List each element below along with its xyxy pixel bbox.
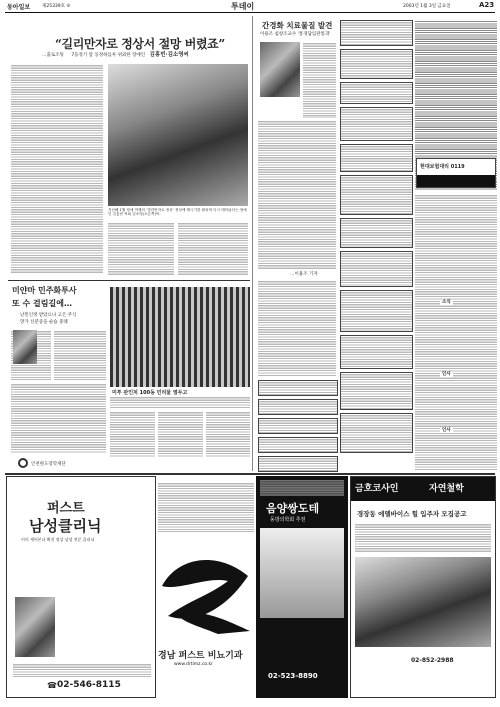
paper-name: 동아일보 xyxy=(7,4,31,11)
col-divider-1 xyxy=(252,16,253,471)
brush-banner: 경남 퍼스트 비뇨기과 xyxy=(158,651,243,661)
second-story-subhead: 또 수 걸림길에… xyxy=(12,299,72,308)
foundation-logo xyxy=(18,458,88,470)
second-story-deck-2: 망가 신분증을 순습 중례 xyxy=(20,320,68,325)
second-story-body-c xyxy=(11,383,106,453)
rally-caption-body xyxy=(110,396,250,408)
right-label-3: 인사 xyxy=(442,428,451,433)
rally-photo xyxy=(110,287,250,387)
rally-body-3 xyxy=(206,411,250,457)
foundation-icon xyxy=(18,458,28,468)
realestate-brand-2: 자연철학 xyxy=(429,484,464,494)
bulletin-item xyxy=(340,20,413,46)
issue-date: 2003년 1월 3일 금요일 xyxy=(403,4,451,9)
notice-list-left xyxy=(258,380,338,475)
brush-stroke xyxy=(158,546,254,636)
bulletin-item xyxy=(340,413,413,453)
main-story-photo-caption: 지난해 1월 장애 여행의 ‘경리만자로 정상’ 정상에 태극기를 펼치며 다시 태어났다는 장애인 김홍빈 씨와 김소영(오른쪽)씨. xyxy=(108,208,247,216)
rally-photo-caption: 미투 판인처 100동 민리물 열두고 xyxy=(112,390,188,396)
notice-item xyxy=(258,399,338,415)
byline-left: …출로조팅 xyxy=(42,53,64,58)
realestate-photo xyxy=(355,557,491,647)
clinic-phone: 02-546-8115 xyxy=(57,680,121,690)
main-story-body-col2 xyxy=(108,222,174,276)
realestate-body xyxy=(355,523,491,553)
insurance-ad[interactable] xyxy=(416,158,496,188)
profile-subhead: 이용조 침창조교수 '통경답임관통과' xyxy=(260,32,331,37)
profile-body-b xyxy=(258,120,336,270)
profile-headline: 간경화 치료물질 발견 xyxy=(262,21,333,30)
insurance-ad-band xyxy=(417,175,495,187)
realestate-hall: 경장동 에델바이스 힐 입주자 모집공고 xyxy=(357,510,467,518)
main-story-photo xyxy=(108,64,248,206)
second-story-portrait xyxy=(13,330,37,364)
second-story-body-b xyxy=(54,330,106,380)
divider-main xyxy=(8,280,250,281)
ads-divider xyxy=(5,473,495,475)
bulletin-item xyxy=(340,335,413,369)
right-label-1: 소식 xyxy=(442,300,451,305)
profile-byline: …이용조 기자 xyxy=(290,272,318,277)
medicine-title: 음양쌍도테 xyxy=(266,502,320,515)
profile-portrait xyxy=(260,42,300,97)
realestate-brand-1: 금호코사인 xyxy=(355,484,399,494)
clinic-title-1: 퍼스트 xyxy=(47,501,85,516)
rally-body-2 xyxy=(158,411,203,457)
clinic-title-2: 남성클리닉 xyxy=(29,517,102,535)
profile-body-a xyxy=(303,42,336,118)
bulletin-item xyxy=(340,251,413,287)
medicine-photo xyxy=(260,528,344,618)
clinic-body-text xyxy=(13,663,151,677)
notice-item xyxy=(258,380,338,396)
bulletin-col-a xyxy=(340,20,413,456)
realestate-ad[interactable] xyxy=(350,476,496,698)
bulletin-item xyxy=(340,144,413,172)
brush-ad[interactable] xyxy=(158,476,254,698)
bulletin-item xyxy=(340,82,413,104)
bulletin-item xyxy=(340,49,413,79)
masthead xyxy=(5,1,495,13)
clinic-subtitle: 이미 세어본다 확진 정상 남성 전문 클리닉 xyxy=(21,537,95,542)
bulletin-item xyxy=(340,218,413,248)
insurance-ad-text: 현대보험대리 0119 xyxy=(420,164,465,170)
second-story-headline: 미얀마 민주화투사 xyxy=(12,286,77,295)
byline-name: 김홍빈·김소영씨 xyxy=(149,52,189,58)
second-story-deck-1: 난민인정 받았으나 고은 주식 xyxy=(20,313,77,318)
notice-item xyxy=(258,418,338,434)
brush-ad-text xyxy=(158,482,254,532)
foundation-name: 인천한도장학재단 xyxy=(31,462,66,467)
brush-url[interactable]: www.drtimz.co.kr xyxy=(174,662,213,667)
notice-item xyxy=(258,437,338,453)
phone-icon: ☎ xyxy=(47,681,57,690)
realestate-phone: 02-852-2988 xyxy=(411,657,454,664)
section-title: 투데이 xyxy=(231,2,255,11)
medicine-ad[interactable] xyxy=(256,476,348,698)
main-story-headline: “길리만자로 정상서 절망 버렸죠” xyxy=(55,37,225,51)
brush-stroke-graphic xyxy=(158,546,254,636)
clinic-doctor-photo xyxy=(15,597,55,657)
bulletin-item xyxy=(340,175,413,215)
bulletin-item xyxy=(340,372,413,410)
rally-body-1 xyxy=(110,411,155,457)
bulletin-col-c xyxy=(415,194,497,470)
notice-item xyxy=(258,456,338,472)
profile-body-c xyxy=(258,280,336,376)
issue-number: 제25339호 ⑥ xyxy=(42,4,71,9)
byline-mid: 7등경기 암 동정하를루 위외한 장애인 xyxy=(71,53,146,58)
right-label-2: 인사 xyxy=(442,372,451,377)
medicine-phone: 02-523-8890 xyxy=(268,672,318,680)
main-story-byline xyxy=(12,53,250,58)
medicine-ad-top-text xyxy=(260,480,344,496)
main-story-body-col1 xyxy=(11,64,103,274)
medicine-subtitle: 동방의학회 추천 xyxy=(270,517,306,523)
page-number: A23 xyxy=(479,1,495,9)
bulletin-item xyxy=(340,290,413,332)
main-story-body-col3 xyxy=(178,222,248,276)
bulletin-item xyxy=(340,107,413,141)
clinic-ad[interactable] xyxy=(6,476,156,698)
